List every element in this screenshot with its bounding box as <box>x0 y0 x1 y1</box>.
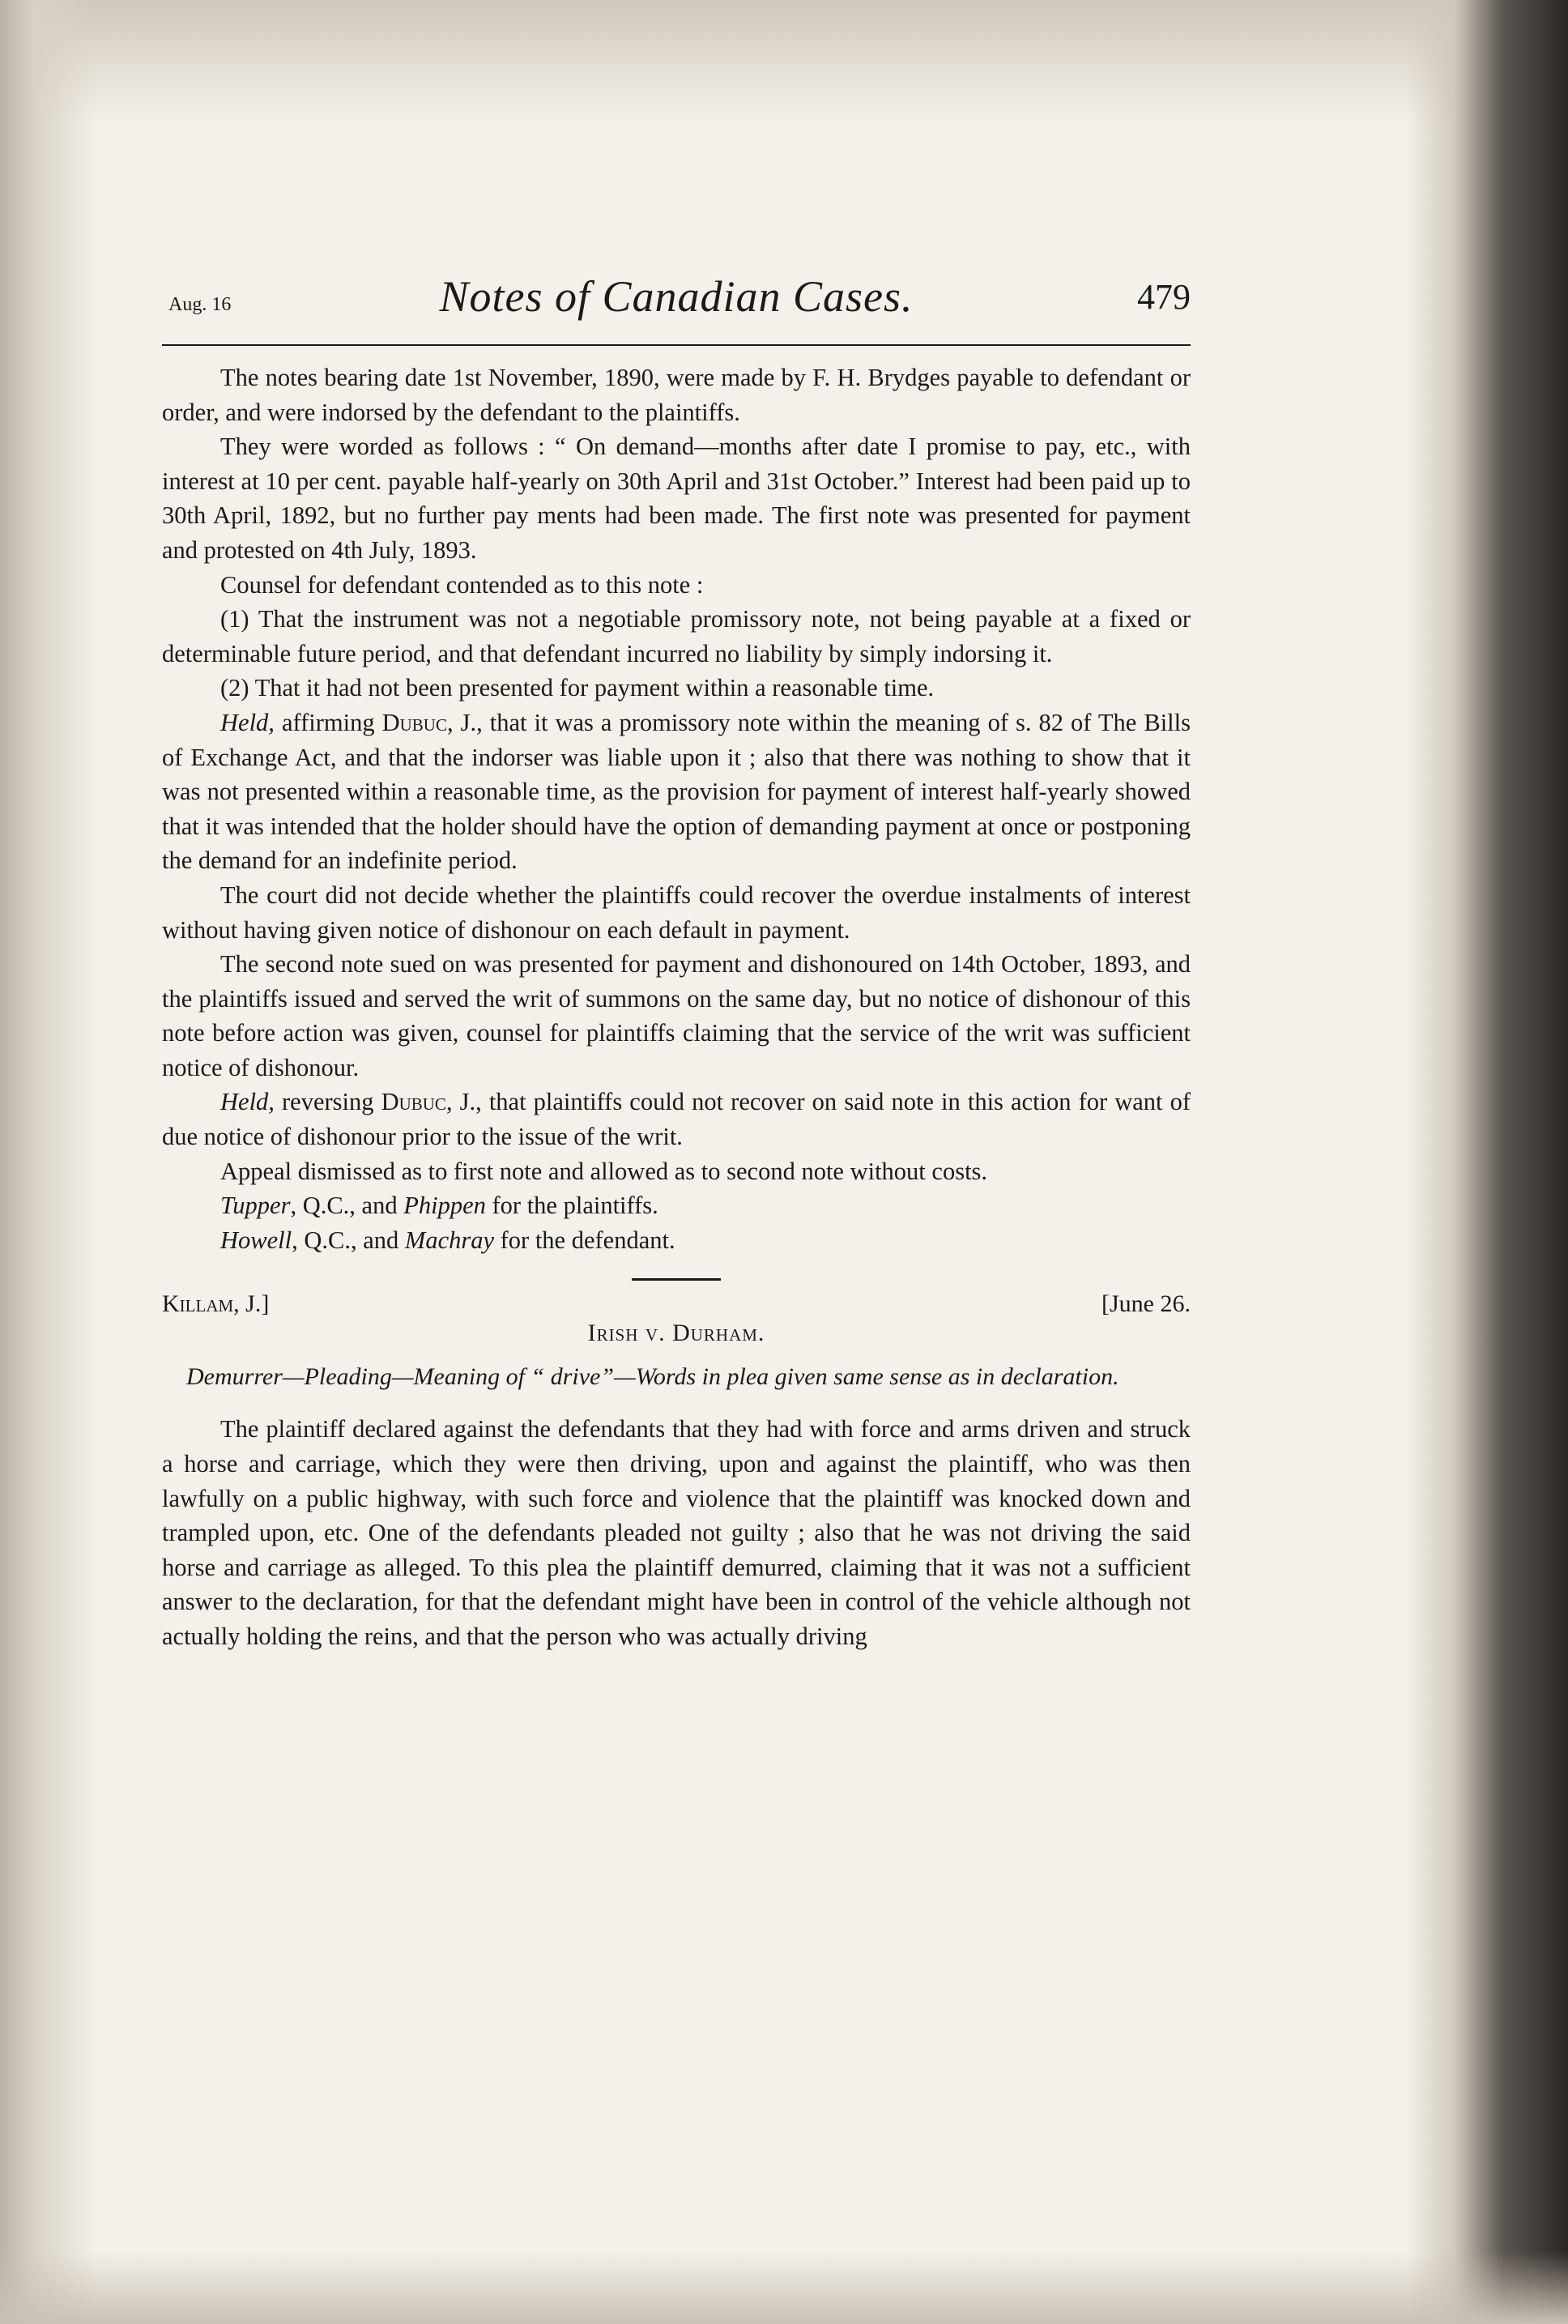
counsel-joiner: , Q.C., and <box>292 1226 405 1254</box>
paragraph-9 <box>162 1085 1191 1153</box>
counsel-defendant <box>162 1223 1191 1258</box>
counsel-name: Phippen <box>403 1192 486 1220</box>
counsel-name: Machray <box>404 1226 495 1254</box>
paragraph-8: The second note sued on was presented for payment and dishonoured on 14th October, 1893, and the plaintiffs issued and served the writ of summons on the same day, but no notice of dishonour of this note before action was given, counsel for plaintiffs claiming that the service of the writ was sufficient notice of dishonour. <box>162 950 1191 1081</box>
held-label: Held, <box>220 1088 275 1116</box>
counsel-joiner: , Q.C., and <box>290 1192 404 1220</box>
holding-text: , J., that it was a promissory note within the meaning of s. 82 of The Bills of Exchange Act, and that the indorser was liable upon it ; also that there was nothing to show that it was not presented within a reasonable time, as the provision for payment of interest half-yearly showed that it was intended that the holder should have the option of demanding payment at once or postponing the demand for an indefinite period. <box>162 708 1191 875</box>
case-date: [June 26. <box>1101 1290 1191 1318</box>
running-head-date: Aug. 16 <box>168 294 232 315</box>
scan-shadow-left <box>0 0 97 2324</box>
page-content <box>162 271 1191 1654</box>
paragraph-5: (2) That it had not been presented for payment within a reasonable time. <box>220 674 935 702</box>
scan-shadow-top <box>0 0 1568 122</box>
case-body <box>162 360 1191 1257</box>
paragraph-6 <box>162 706 1191 878</box>
scan-shadow-bottom <box>0 2251 1568 2324</box>
running-head <box>162 271 1191 346</box>
counsel-plaintiffs <box>162 1188 1191 1223</box>
paragraph-3: Counsel for defendant contended as to this note : <box>220 570 704 599</box>
judge-name: Dubuc <box>381 708 447 736</box>
counsel-role: for the plaintiffs. <box>485 1192 658 1220</box>
section-divider <box>632 1278 721 1281</box>
counsel-name: Howell <box>220 1226 292 1254</box>
paragraph-7: The court did not decide whether the plaintiffs could recover the overdue instalments of interest without having given notice of dishonour on each default in payment. <box>162 881 1191 944</box>
counsel-name: Tupper <box>220 1192 291 1220</box>
paragraph-1: The notes bearing date 1st November, 1890, were made by F. H. Brydges payable to defendant or order, and were indorsed by the defendant to the plaintiffs. <box>162 364 1191 426</box>
scan-shadow-right <box>1406 0 1568 2324</box>
paragraph-case2-1: The plaintiff declared against the defendants that they had with force and arms driven and struck a horse and carriage, which they were then driving, upon and against the plaintiff, who was then lawfully on a public highway, with such force and violence that the plaintiff was knocked down and trampled upon, etc. One of the defendants pleaded not guilty ; also that he was not driving the said horse and carriage as alleged. To this plea the plaintiff demurred, claiming that it was not a sufficient answer to the declaration, for that the defendant might have been in control of the vehicle although not actually holding the reins, and that the person who was actually driving <box>162 1415 1191 1650</box>
running-head-title: Notes of Canadian Cases. <box>439 272 914 321</box>
affirming-text: affirming <box>274 708 382 736</box>
case-headnote: Demurrer—Pleading—Meaning of “ drive”—Words in plea given same sense as in declaration. <box>186 1363 1119 1391</box>
paragraph-10: Appeal dismissed as to first note and allowed as to second note without costs. <box>220 1157 988 1185</box>
holding-text: , J., that plaintiffs could not recover on said note in this action for want of due notice of dishonour prior to the issue of the writ. <box>162 1088 1191 1151</box>
judge-name: Dubuc <box>381 1088 446 1116</box>
case-header <box>162 1290 1191 1354</box>
case-2-body <box>162 1412 1191 1653</box>
held-label: Held, <box>220 708 275 736</box>
paragraph-2: They were worded as follows : “ On demand—months after date I promise to pay, etc., with interest at 10 per cent. payable half-yearly on 30th April and 31st October.” Interest had been paid up to 30th April, 1892, but no further pay ments had been made. The first note was presented for payment and protested on 4th July, 1893. <box>162 433 1191 564</box>
paragraph-4: (1) That the instrument was not a negotiable promissory note, not being payable at a fixed or determinable future period, and that defendant incurred no liability by simply indorsing it. <box>162 605 1191 667</box>
counsel-role: for the defendant. <box>494 1226 675 1254</box>
reversing-text: reversing <box>274 1088 381 1116</box>
case-judge: Killam, J.] <box>162 1290 270 1318</box>
page-number: 479 <box>1137 277 1191 317</box>
case-title: Irish v. Durham. <box>587 1320 765 1347</box>
